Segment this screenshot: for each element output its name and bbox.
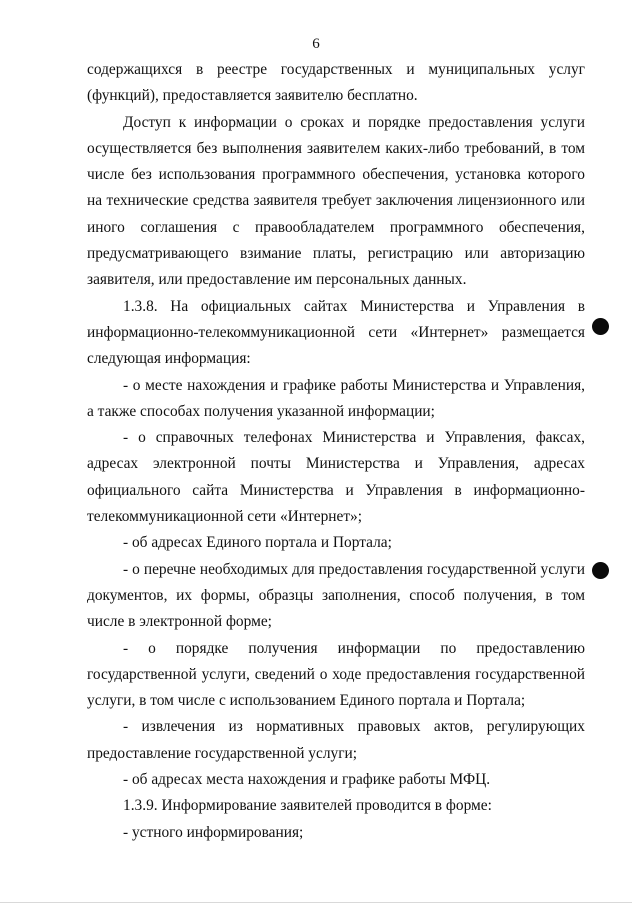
list-item: - об адресах места нахождения и графике работы МФЦ. bbox=[123, 771, 491, 789]
punch-hole-mark bbox=[592, 318, 609, 335]
page-number: 6 bbox=[312, 36, 320, 52]
list-item: - о месте нахождения и графике работы Министерства и Управления, а также способах получения указанной информации; bbox=[87, 376, 585, 420]
list-item: - о перечне необходимых для предоставления государственной услуги документов, их формы, образцы заполнения, способ получения, в том числе в электронной форме; bbox=[87, 560, 585, 631]
list-item: - о порядке получения информации по предоставлению государственной услуги, сведений о ходе предоставления государственной услуги, в том числе с использованием Единого портала и Портала; bbox=[87, 639, 585, 710]
paragraph-2: Доступ к информации о сроках и порядке предоставления услуги осуществляется без выполнения заявителем каких-либо требований, в том числе без использования программного обеспечения, установка которого на технические средства заявителя требует заключения лицензионного или иного соглашения с правообладателем программного обеспечения, предусматривающего взимание платы, регистрацию или авторизацию заявителя, или предоставление им персональных данных. bbox=[87, 113, 585, 289]
list-item: - об адресах Единого портала и Портала; bbox=[123, 534, 392, 552]
paragraph-3: 1.3.8. На официальных сайтах Министерства и Управления в информационно-телекоммуникационной сети «Интернет» размещается следующая информация: bbox=[87, 297, 585, 368]
paragraph-section-1-3-9: 1.3.9. Информирование заявителей проводится в форме: bbox=[123, 797, 492, 815]
list-item: - устного информирования; bbox=[123, 823, 304, 841]
paragraph-1: содержащихся в реестре государственных и муниципальных услуг (функций), предоставляется заявителю бесплатно. bbox=[87, 61, 585, 105]
list-item: - о справочных телефонах Министерства и Управления, факсах, адресах электронной почты Министерства и Управления, адресах официального сайта Министерства и Управления в информационно-телекоммуникационной сети «Интернет»; bbox=[87, 429, 585, 526]
list-item: - извлечения из нормативных правовых актов, регулирующих предоставление государственной услуги; bbox=[87, 718, 585, 762]
scan-edge bbox=[0, 902, 632, 903]
document-body bbox=[87, 57, 585, 846]
punch-hole-mark bbox=[592, 562, 609, 579]
